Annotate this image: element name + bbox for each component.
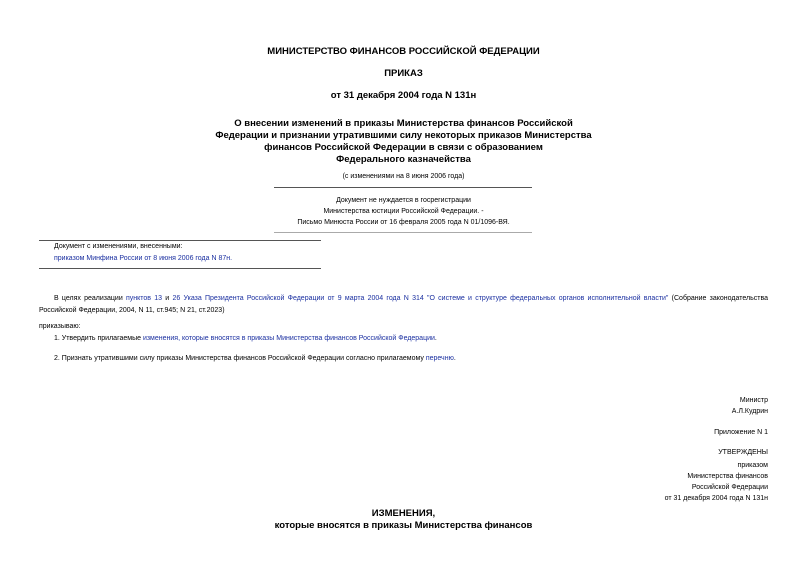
doc-title [0,118,807,166]
approval-line: Российской Федерации [691,484,768,491]
preamble-text: (Собрание законодательства Российской Федерации, 2004, N 11, ст.945; N 21, ст.2023) [39,295,768,314]
amendments-note: (с изменениями на 8 июня 2006 года) [342,173,465,180]
divider [274,187,532,188]
approval-line: Министерства финансов [687,473,768,480]
changes-document-link[interactable]: изменения, которые вносятся в приказы Министерства финансов Российской Федерации [142,335,435,342]
changes-subheading: которые вносятся в приказы Министерства финансов [274,520,533,531]
decree-link[interactable]: 26 Указа Президента Российской Федерации от 9 марта 2004 года N 314 "О системе и структуре федеральных органов исполнительной власти" [172,295,669,302]
registration-line: Министерства юстиции Российской Федерации. - [323,208,484,215]
order-word: приказываю: [39,323,81,330]
doc-title-line: О внесении изменений в приказы Министерства финансов Российской [234,118,573,129]
registration-line: Письмо Минюста России от 16 февраля 2005 года N 01/1096-ВЯ. [297,219,510,226]
item-2 [54,355,456,362]
item-1 [54,335,437,342]
divider [39,268,321,269]
divider [39,240,321,241]
decree-points-link[interactable]: пунктов 13 [125,295,163,302]
ministry-title: МИНИСТЕРСТВО ФИНАНСОВ РОССИЙСКОЙ ФЕДЕРАЦИИ [267,46,540,57]
changes-heading: ИЗМЕНЕНИЯ, [371,508,436,519]
registration-note [0,195,807,228]
appendix-label: Приложение N 1 [714,429,768,436]
registration-line: Документ не нуждается в госрегистрации [336,197,471,204]
doc-title-line: Федерального казначейства [336,154,471,165]
changes-link[interactable]: приказом Минфина России от 8 июня 2006 года N 87н. [54,255,233,262]
approval-line: от 31 декабря 2004 года N 131н [664,495,768,502]
doc-title-line: финансов Российской Федерации в связи с образованием [264,142,543,153]
doc-date-number: от 31 декабря 2004 года N 131н [330,90,477,101]
approved-label: УТВЕРЖДЕНЫ [718,449,768,456]
doc-type: ПРИКАЗ [384,68,423,79]
approval-details [665,460,768,504]
approval-line: приказом [737,462,768,469]
signature-position: Министр [739,397,768,404]
preamble-paragraph [39,293,768,317]
item-text: . [434,335,437,342]
divider [274,232,532,233]
preamble-text: В целях реализации [54,295,126,302]
item-text: 1. Утвердить прилагаемые [54,335,143,342]
list-link[interactable]: перечню [425,355,454,362]
item-text: 2. Признать утратившими силу приказы Министерства финансов Российской Федерации согласно прилагаемому [54,355,426,362]
doc-title-line: Федерации и признании утратившими силу некоторых приказов Министерства [215,130,592,141]
item-text: . [453,355,456,362]
signature-name: А.Л.Кудрин [731,408,768,415]
changes-intro: Документ с изменениями, внесенными: [54,243,183,250]
preamble-text: и [162,295,173,302]
